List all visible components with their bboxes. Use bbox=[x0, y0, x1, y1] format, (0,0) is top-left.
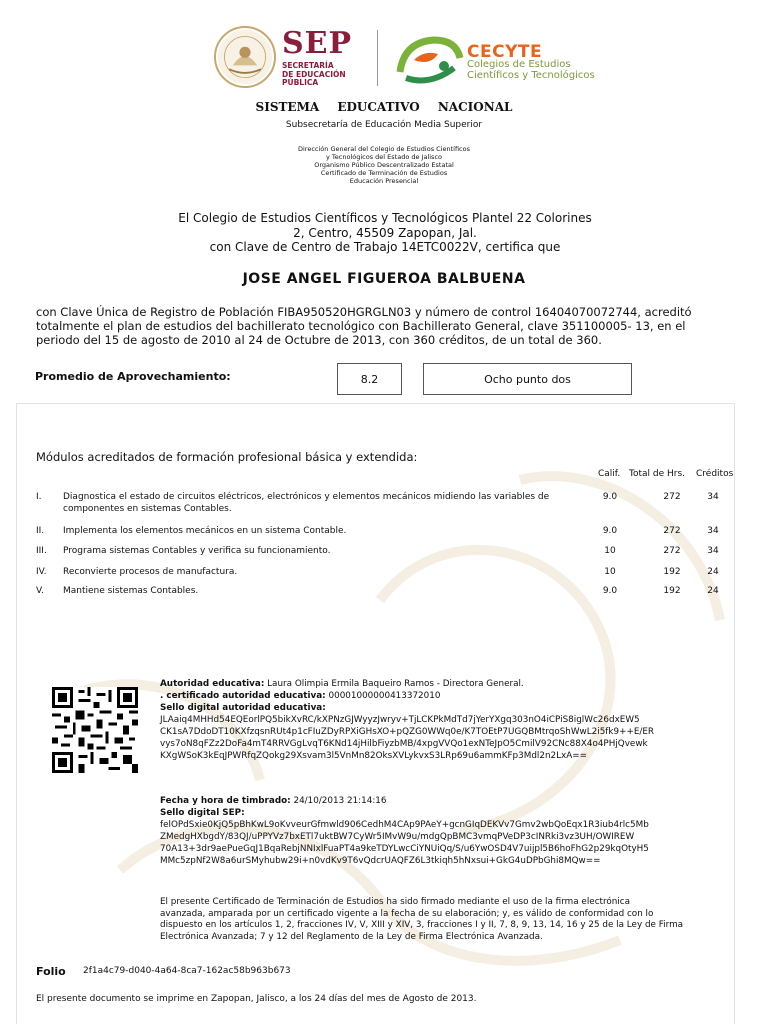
autoridad-label: Autoridad educativa: bbox=[160, 679, 265, 689]
cert-label: . certificado autoridad educativa: bbox=[160, 691, 326, 701]
module-description: Programa sistemas Contables y verifica su funcionamiento. bbox=[63, 546, 331, 556]
qr-code[interactable] bbox=[52, 687, 138, 773]
system-title: SISTEMA EDUCATIVO NACIONAL bbox=[255, 100, 513, 114]
module-hrs: 192 bbox=[663, 567, 681, 577]
sello-sep-label: Sello digital SEP: bbox=[160, 808, 245, 818]
sello-autoridad-line: vys7oN8qFZz2DoFa4mT4RRVGgLvqT6KNd14jHilbFiyzbMB/4xpgVVQo1exNTeJpO5CmilV92CNc88X4o4PHjQvewk bbox=[160, 739, 648, 749]
module-number: V. bbox=[36, 586, 44, 596]
module-number: I. bbox=[36, 492, 42, 502]
sello-autoridad-line: CK1sA7DdoDT10KXfzqsnRUt4p1cFIuZDyRPXiGHsXO+pQZG0WWq0e/K7TOEtP7UGQBMtrqoShWwL2i5fk9++E/ER bbox=[160, 727, 655, 737]
module-number: III. bbox=[36, 546, 47, 556]
legal-paragraph: El presente Certificado de Terminación de Estudios ha sido firmado mediante el uso de la firma electrónica avanzada, amparada por un certificado vigente a la fecha de su elaboración; y, es válido de conformidad con lo dispuesto en los artículos 1, 2, fracciones IV, V, XIII y XIV, 3, fracciones I y II, 7, 8, 9, 13, 14, 16 y 25 de la Ley de Firma Electrónica Avanzada; 7 y 12 del Reglamento de la Ley de Firma Electrónica Avanzada. bbox=[160, 897, 684, 942]
mexican-coat-of-arms-seal bbox=[214, 26, 276, 88]
module-creditos: 24 bbox=[707, 567, 719, 577]
signature-block bbox=[160, 678, 736, 762]
module-number: IV. bbox=[36, 567, 47, 577]
column-header-calif: Calif. bbox=[598, 469, 621, 479]
cecyte-logo bbox=[394, 32, 464, 86]
cecyte-logo-name: CECYTE bbox=[467, 42, 543, 62]
column-header-hrs: Total de Hrs. bbox=[629, 469, 686, 479]
module-description: Mantiene sistemas Contables. bbox=[63, 586, 199, 596]
module-calif: 9.0 bbox=[602, 586, 618, 596]
module-creditos: 34 bbox=[707, 546, 719, 556]
sello-sep-line: ZMedgHXbgdY/83QJ/uPPYVz7bxETl7uktBW7CyWr5IMvW9u/mdgQpBMC3vmqPVeDP3cINRki3vz3UH/OWIREW bbox=[160, 832, 635, 842]
module-hrs: 272 bbox=[663, 526, 681, 536]
intro-paragraph: con Clave Única de Registro de Población FIBA950520HGRGLN03 y número de control 16404070072744, acreditó totalmente el plan de estudios del bachillerato tecnológico con Bachillerato General, clave 351100005- 13, en el periodo del 15 de agosto de 2010 al 24 de Octubre de 2013, con 360 créditos, de un total de 360. bbox=[36, 305, 692, 347]
module-creditos: 34 bbox=[707, 492, 719, 502]
fecha-label: Fecha y hora de timbrado: bbox=[160, 796, 291, 806]
subsecretaria: Subsecretaría de Educación Media Superior bbox=[285, 120, 483, 130]
modules-title: Módulos acreditados de formación profesional básica y extendida: bbox=[36, 450, 418, 464]
folio-value: 2f1a4c79-d040-4a64-8ca7-162ac58b963b673 bbox=[83, 966, 291, 976]
sep-seal-block bbox=[160, 795, 736, 867]
module-hrs: 272 bbox=[663, 492, 681, 502]
module-calif: 10 bbox=[604, 546, 616, 556]
module-calif: 10 bbox=[604, 567, 616, 577]
sello-autoridad-label: Sello digital autoridad educativa: bbox=[160, 703, 326, 713]
header-divider bbox=[377, 30, 378, 86]
sep-logo-title: SEP bbox=[282, 26, 353, 61]
sello-autoridad-line: JLAaiq4MHHd54EQEorlPQ5bikXvRC/kXPNzGJWyyzJwryv+TjLCKPkMdTd7jYerYXgq303nO4iCPiS8iglWc26dxEW5 bbox=[160, 715, 640, 725]
module-calif: 9.0 bbox=[602, 526, 618, 536]
module-creditos: 24 bbox=[707, 586, 719, 596]
module-description: Reconvierte procesos de manufactura. bbox=[63, 567, 238, 577]
autoridad-value: Laura Olimpia Ermila Baqueiro Ramos - Directora General. bbox=[267, 679, 524, 689]
sello-autoridad-line: KXgWSoK3kEqJPWRfqZQokg29Xsvam3l5VnMn82OksXVLykvxS3LRp69u6ammKFp3Mdl2n2LxA== bbox=[160, 751, 587, 761]
footer-note: El presente documento se imprime en Zapopan, Jalisco, a los 24 días del mes de Agosto de 2013. bbox=[36, 994, 477, 1004]
cecyte-logo-subtitle: Colegios de Estudios Científicos y Tecnológicos bbox=[467, 59, 595, 81]
folio-label: Folio bbox=[36, 965, 66, 978]
sep-logo-subtitle: SECRETARÍA DE EDUCACIÓN PÚBLICA bbox=[282, 61, 346, 87]
module-hrs: 272 bbox=[663, 546, 681, 556]
sello-sep-line: 70A13+3dr9aePueGqJ1BqaRebjNNIxlFuaPT4a9keTDYLwcCiYNUiQq/S/u6YwOSD4V7uijpl5B6hoFhG2p29kqOtyH5 bbox=[160, 844, 649, 854]
module-description: Implementa los elementos mecánicos en un sistema Contable. bbox=[63, 526, 347, 536]
module-creditos: 34 bbox=[707, 526, 719, 536]
module-calif: 9.0 bbox=[602, 492, 618, 502]
module-hrs: 192 bbox=[663, 586, 681, 596]
student-name: JOSE ANGEL FIGUEROA BALBUENA bbox=[242, 271, 526, 287]
module-number: II. bbox=[36, 526, 45, 536]
direction-block: Dirección General del Colegio de Estudios Científicos y Tecnológicos del Estado de Jalisco Organismo Público Descentralizado Estatal Certificado de Terminación de Estudios Educación Presencial bbox=[298, 145, 470, 185]
column-header-creditos: Créditos bbox=[696, 469, 734, 479]
sello-sep-line: felOPdSxie0KjQ5pBhKwL9oKvveurGfmwld906CedhM4CAp9PAeY+gcnGIqDEKVv7Gmv2wbQoEqx1R3iub4rlc5Mb bbox=[160, 820, 649, 830]
promedio-label: Promedio de Aprovechamiento: bbox=[35, 370, 231, 383]
college-statement: El Colegio de Estudios Científicos y Tecnológicos Plantel 22 Colorines 2, Centro, 45509 Zapopan, Jal. con Clave de Centro de Trabajo 14ETC0022V, certifica que bbox=[178, 211, 592, 254]
module-description: Diagnostica el estado de circuitos eléctricos, electrónicos y elementos mecánicos midiendo las variables de componentes en sistemas Contables. bbox=[63, 492, 550, 514]
fecha-value: 24/10/2013 21:14:16 bbox=[293, 796, 387, 806]
sello-sep-line: MMc5zpNf2W8a6urSMyhubw29i+n0vdKv9T6vQdcrUAQFZ6L3tkiqh5hNxsui+GkG4uDPbGhi8MQw== bbox=[160, 856, 601, 866]
cert-value: 00001000000413372010 bbox=[328, 691, 441, 701]
promedio-words: Ocho punto dos bbox=[423, 363, 632, 395]
promedio-value: 8.2 bbox=[337, 363, 402, 395]
